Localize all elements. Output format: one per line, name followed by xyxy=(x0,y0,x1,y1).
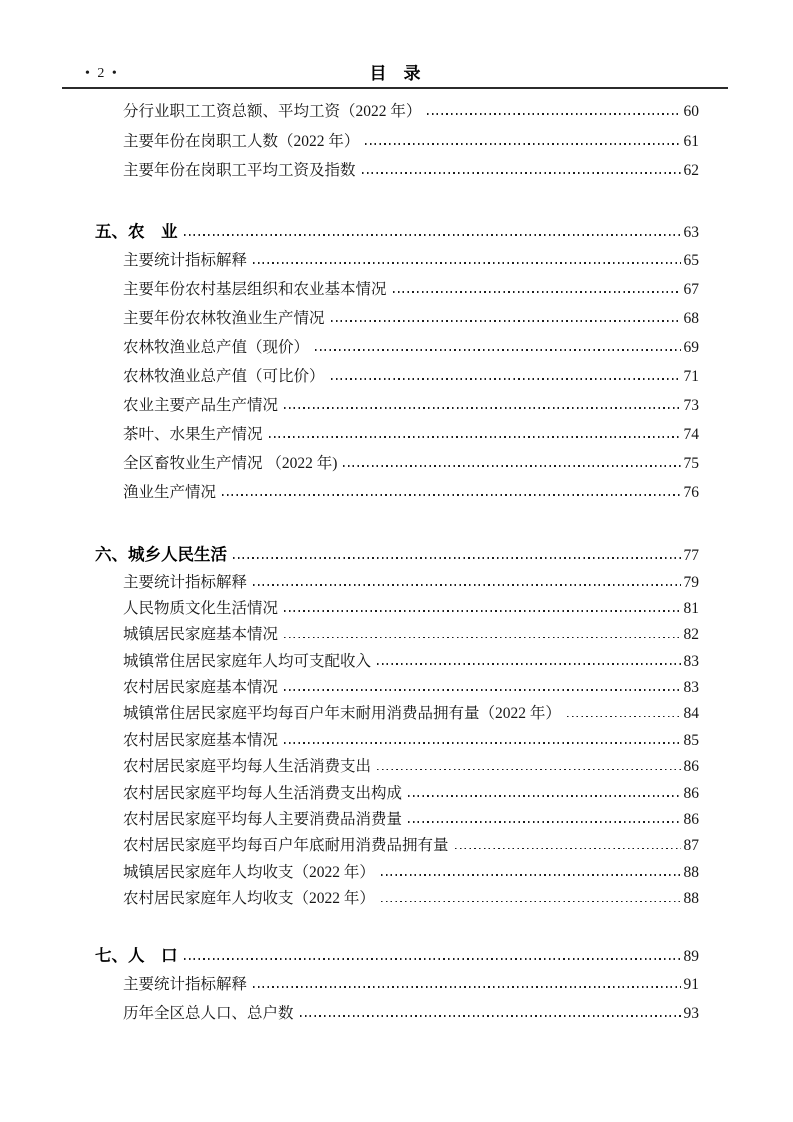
toc-entry xyxy=(62,127,728,157)
toc-entry-page: 69 xyxy=(683,339,699,356)
toc-entry-title: 主要年份农村基层组织和农业基本情况 xyxy=(123,281,387,298)
dot-leader xyxy=(381,874,681,876)
dot-leader xyxy=(284,742,680,744)
dot-leader xyxy=(284,407,680,409)
dot-leader xyxy=(455,848,681,850)
toc-entry xyxy=(62,622,728,648)
toc-entry xyxy=(62,570,728,596)
toc-entry-title: 农村居民家庭平均每人生活消费支出 xyxy=(123,758,372,776)
toc-entry xyxy=(62,833,728,859)
toc-entry-title: 农业主要产品生产情况 xyxy=(123,397,279,414)
dot-leader xyxy=(362,172,681,174)
toc-entry-page: 89 xyxy=(683,947,699,965)
dot-leader xyxy=(427,113,680,115)
toc-entry-title: 主要统计指标解释 xyxy=(123,976,248,994)
toc-entry-page: 79 xyxy=(683,573,699,591)
dot-leader xyxy=(269,436,681,438)
toc-entry-page: 67 xyxy=(683,281,699,298)
toc-entry xyxy=(62,649,728,675)
toc-entry-page: 88 xyxy=(683,863,699,881)
toc-entry-title: 农村居民家庭基本情况 xyxy=(123,731,279,749)
toc-entry-page: 82 xyxy=(683,626,699,644)
toc-entry-title: 农村居民家庭基本情况 xyxy=(123,679,279,697)
toc-entry-page: 63 xyxy=(683,223,699,241)
toc-entry-title: 五、农 业 xyxy=(95,221,178,241)
toc-entry xyxy=(62,728,728,754)
dot-leader xyxy=(315,349,680,351)
dot-leader xyxy=(253,986,680,988)
dot-leader xyxy=(184,234,681,236)
dot-leader xyxy=(184,958,681,960)
page-title: 目 录 xyxy=(369,64,421,83)
dot-leader xyxy=(331,320,681,322)
toc-entry-title: 城镇居民家庭基本情况 xyxy=(123,626,279,644)
dot-leader xyxy=(233,557,681,559)
toc-entry xyxy=(62,860,728,886)
toc-entry-title: 主要年份在岗职工平均工资及指数 xyxy=(123,162,356,179)
toc-entry xyxy=(62,886,728,912)
toc-entry xyxy=(62,333,728,362)
toc-entry xyxy=(62,596,728,622)
toc-entry-page: 71 xyxy=(683,368,699,385)
dot-leader xyxy=(222,494,680,496)
dot-leader xyxy=(343,465,680,467)
toc-entry xyxy=(62,999,728,1028)
page-number-marker: • 2 • xyxy=(85,66,119,81)
toc-entry-title: 历年全区总人口、总户数 xyxy=(123,1005,294,1023)
toc-entry-page: 76 xyxy=(683,484,699,501)
toc-entry-page: 74 xyxy=(683,426,699,443)
toc-entry-title: 六、城乡人民生活 xyxy=(95,545,227,564)
toc-entry xyxy=(62,449,728,478)
toc-entry-title: 渔业生产情况 xyxy=(123,484,217,501)
toc-entry-page: 91 xyxy=(683,976,699,994)
dot-leader xyxy=(365,143,680,145)
toc-entry xyxy=(62,807,728,833)
dot-leader xyxy=(284,610,680,612)
toc-entry-title: 农村居民家庭年人均收支（2022 年） xyxy=(123,890,375,908)
toc-entry-page: 87 xyxy=(683,837,699,855)
dot-leader xyxy=(253,262,680,264)
toc-section xyxy=(62,540,728,913)
toc-entry xyxy=(62,781,728,807)
toc-entry-page: 86 xyxy=(683,758,699,776)
toc-entry-page: 81 xyxy=(683,599,699,617)
toc-entry-title: 分行业职工工资总额、平均工资（2022 年） xyxy=(123,103,422,120)
dot-leader xyxy=(408,795,680,797)
dot-leader xyxy=(381,901,681,903)
table-of-contents xyxy=(62,89,728,1028)
toc-entry xyxy=(62,156,728,186)
dot-leader xyxy=(284,689,680,691)
toc-entry-page: 68 xyxy=(683,310,699,327)
toc-entry-title: 农村居民家庭平均每人生活消费支出构成 xyxy=(123,784,403,802)
toc-entry-page: 77 xyxy=(683,547,699,564)
toc-entry-title: 主要年份在岗职工人数（2022 年） xyxy=(123,132,360,150)
toc-entry xyxy=(62,391,728,420)
dot-leader xyxy=(331,378,681,380)
toc-entry-page: 73 xyxy=(683,397,699,414)
toc-entry-title: 茶叶、水果生产情况 xyxy=(123,426,263,443)
toc-entry xyxy=(62,970,728,999)
dot-leader xyxy=(377,769,680,771)
toc-section-heading xyxy=(62,540,728,570)
toc-entry-title: 主要统计指标解释 xyxy=(123,573,248,591)
toc-entry xyxy=(62,97,728,127)
dot-leader xyxy=(284,637,680,639)
toc-entry-title: 城镇居民家庭年人均收支（2022 年） xyxy=(123,863,375,881)
toc-entry-page: 83 xyxy=(683,679,699,697)
toc-section xyxy=(62,941,728,1029)
toc-section-heading xyxy=(62,941,728,971)
toc-entry-title: 农林牧渔业总产值（现价） xyxy=(123,339,310,356)
toc-entry xyxy=(62,362,728,391)
running-head xyxy=(62,56,728,89)
toc-entry xyxy=(62,275,728,304)
toc-entry xyxy=(62,701,728,727)
toc-entry-title: 农村居民家庭平均每百户年底耐用消费品拥有量 xyxy=(123,837,449,855)
toc-entry-title: 城镇常住居民家庭平均每百户年末耐用消费品拥有量（2022 年） xyxy=(123,705,561,723)
toc-entry-title: 农村居民家庭平均每人主要消费品消费量 xyxy=(123,811,403,829)
dot-leader xyxy=(253,584,680,586)
toc-entry-page: 93 xyxy=(683,1005,699,1023)
dot-leader xyxy=(567,716,681,718)
toc-entry xyxy=(62,754,728,780)
toc-entry xyxy=(62,478,728,507)
toc-entry-title: 七、人 口 xyxy=(95,945,178,965)
toc-entry-page: 85 xyxy=(683,731,699,749)
toc-entry xyxy=(62,420,728,449)
toc-entry-page: 61 xyxy=(683,132,699,150)
toc-entry-page: 84 xyxy=(683,705,699,723)
toc-entry xyxy=(62,304,728,333)
toc-section-heading xyxy=(62,217,728,247)
toc-entry-page: 88 xyxy=(683,890,699,908)
toc-entry xyxy=(62,675,728,701)
toc-entry-title: 主要年份农林牧渔业生产情况 xyxy=(123,310,325,327)
toc-entry-page: 60 xyxy=(683,103,699,120)
toc-entry-page: 75 xyxy=(683,455,699,472)
dot-leader xyxy=(377,663,680,665)
toc-entry-page: 65 xyxy=(683,252,699,269)
toc-entry-page: 83 xyxy=(683,652,699,670)
toc-entry-title: 城镇常住居民家庭年人均可支配收入 xyxy=(123,652,372,670)
dot-leader xyxy=(408,821,680,823)
toc-entry-title: 人民物质文化生活情况 xyxy=(123,599,279,617)
dot-leader xyxy=(393,291,681,293)
toc-section xyxy=(62,217,728,508)
toc-entry xyxy=(62,246,728,275)
toc-section xyxy=(62,97,728,186)
toc-entry-title: 主要统计指标解释 xyxy=(123,252,248,269)
toc-entry-page: 86 xyxy=(683,811,699,829)
toc-entry-page: 86 xyxy=(683,784,699,802)
toc-entry-page: 62 xyxy=(683,162,699,179)
dot-leader xyxy=(300,1015,681,1017)
toc-entry-title: 全区畜牧业生产情况 （2022 年) xyxy=(123,455,338,472)
toc-entry-title: 农林牧渔业总产值（可比价） xyxy=(123,368,325,385)
